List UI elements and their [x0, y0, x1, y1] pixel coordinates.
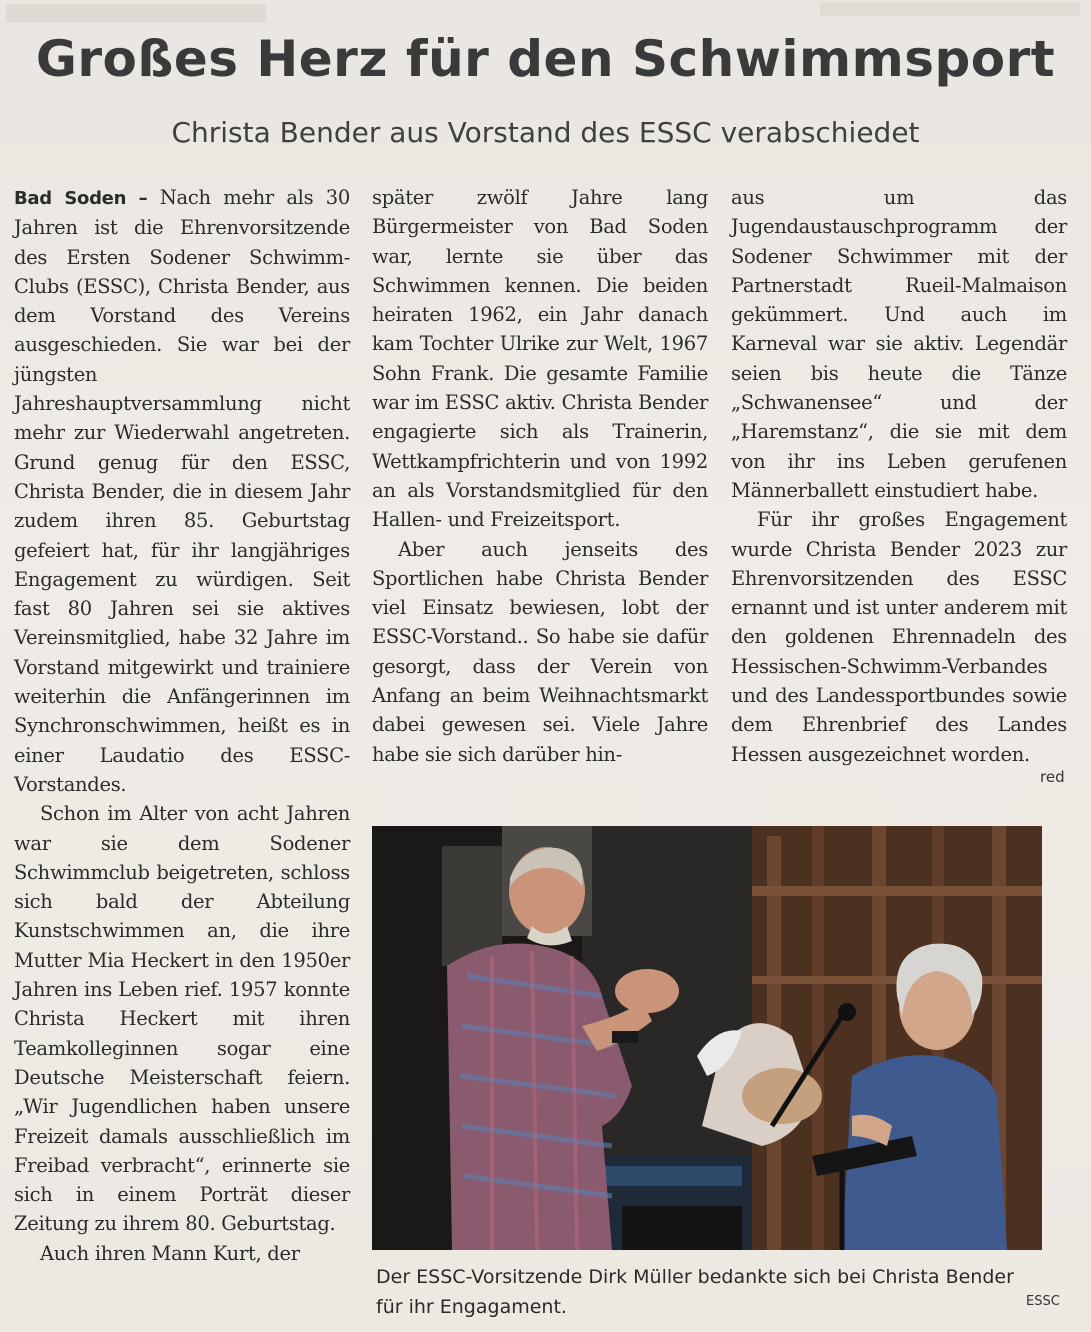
paragraph-5: Für ihr großes Engagement wurde Christa Bender 2023 zur Ehrenvorsitzenden des ESSC ernannt und ist unter anderem mit den goldenen Ehrennadeln des Hessischen-Schwimm-Verbandes und des Landessportbundes sowie dem Ehrenbrief des Landes Hessen ausgezeichnet worden.	[731, 508, 1067, 766]
article-photo	[372, 826, 1042, 1250]
bleed-through-mark	[820, 2, 1080, 16]
text-column-3	[731, 183, 1067, 769]
photo-credit: ESSC	[1026, 1294, 1060, 1309]
dateline: Bad Soden –	[14, 188, 148, 209]
article-headline: Großes Herz für den Schwimmsport	[35, 30, 1056, 88]
author-signature: red	[1040, 768, 1065, 786]
bleed-through-mark	[6, 4, 266, 22]
text-column-1	[14, 183, 350, 1268]
photo-caption: Der ESSC-Vorsitzende Dirk Müller bedankte sich bei Christa Bender für ihr Engagament.	[376, 1266, 1014, 1318]
paragraph-4: Aber auch jenseits des Sportlichen habe Christa Bender viel Einsatz bewiesen, lobt der ESSC-Vorstand.. So habe sie dafür gesorgt, dass der Verein von Anfang an beim Weihnachtsmarkt dabei gewesen sei. Viele Jahre habe sie sich darüber hin-	[372, 537, 708, 766]
paragraph-3-cont: später zwölf Jahre lang Bürgermeister von Bad Soden war, lernte sie über das Schwimmen kennen. Die beiden heiraten 1962, ein Jahr danach kam Tochter Ulrike zur Welt, 1967 Sohn Frank. Die gesamte Familie war im ESSC aktiv. Christa Bender engagierte sich als Trainerin, Wettkampfrichterin und von 1992 an als Vorstandsmitglied für den Hallen- und Freizeitsport.	[372, 186, 708, 532]
paragraph-1	[14, 183, 350, 799]
paragraph-4-cont: aus um das Jugendaustauschprogramm der Sodener Schwimmer mit der Partnerstadt Rueil-Malmaison gekümmert. Und auch im Karneval war sie aktiv. Legendär seien bis heute die Tänze „Schwanensee“ und der „Haremstanz“, die sie mit dem von ihr ins Leben gerufenen Männerballett einstudiert habe.	[731, 186, 1067, 502]
paragraph-1-text: Nach mehr als 30 Jahren ist die Ehrenvorsitzende des Ersten Sodener Schwimm-Clubs (ESSC), Christa Bender, aus dem Vorstand des Vereins ausgeschieden. Sie war bei der jüngsten Jahreshauptversammlung nicht mehr zur Wiederwahl angetreten. Grund genug für den ESSC, Christa Bender, die in diesem Jahr zudem ihren 85. Geburtstag gefeiert hat, für ihr langjähriges Engagement zu würdigen. Seit fast 80 Jahren sei sie aktives Vereinsmitglied, habe 32 Jahre im Vorstand mitgewirkt und trainiere weiterhin die Anfängerinnen im Synchronschwimmen, heißt es in einer Laudatio des ESSC-Vorstandes.	[14, 186, 350, 796]
paragraph-3: Auch ihren Mann Kurt, der	[40, 1241, 300, 1265]
text-column-2	[372, 183, 708, 769]
article-subheadline: Christa Bender aus Vorstand des ESSC verabschiedet	[171, 116, 920, 149]
paragraph-2: Schon im Alter von acht Jahren war sie dem Sodener Schwimmclub beigetreten, schloss sich bald der Abteilung Kunstschwimmen an, die ihre Mutter Mia Heckert in den 1950er Jahren ins Leben rief. 1957 konnte Christa Heckert mit ihren Teamkolleginnen sogar eine Deutsche Meisterschaft feiern. „Wir Jugendlichen haben unsere Freizeit damals ausschließlich im Freibad verbracht“, erinnerte sie sich in einem Porträt dieser Zeitung zu ihrem 80. Geburtstag.	[14, 802, 350, 1236]
photo-illustration	[372, 826, 1042, 1250]
